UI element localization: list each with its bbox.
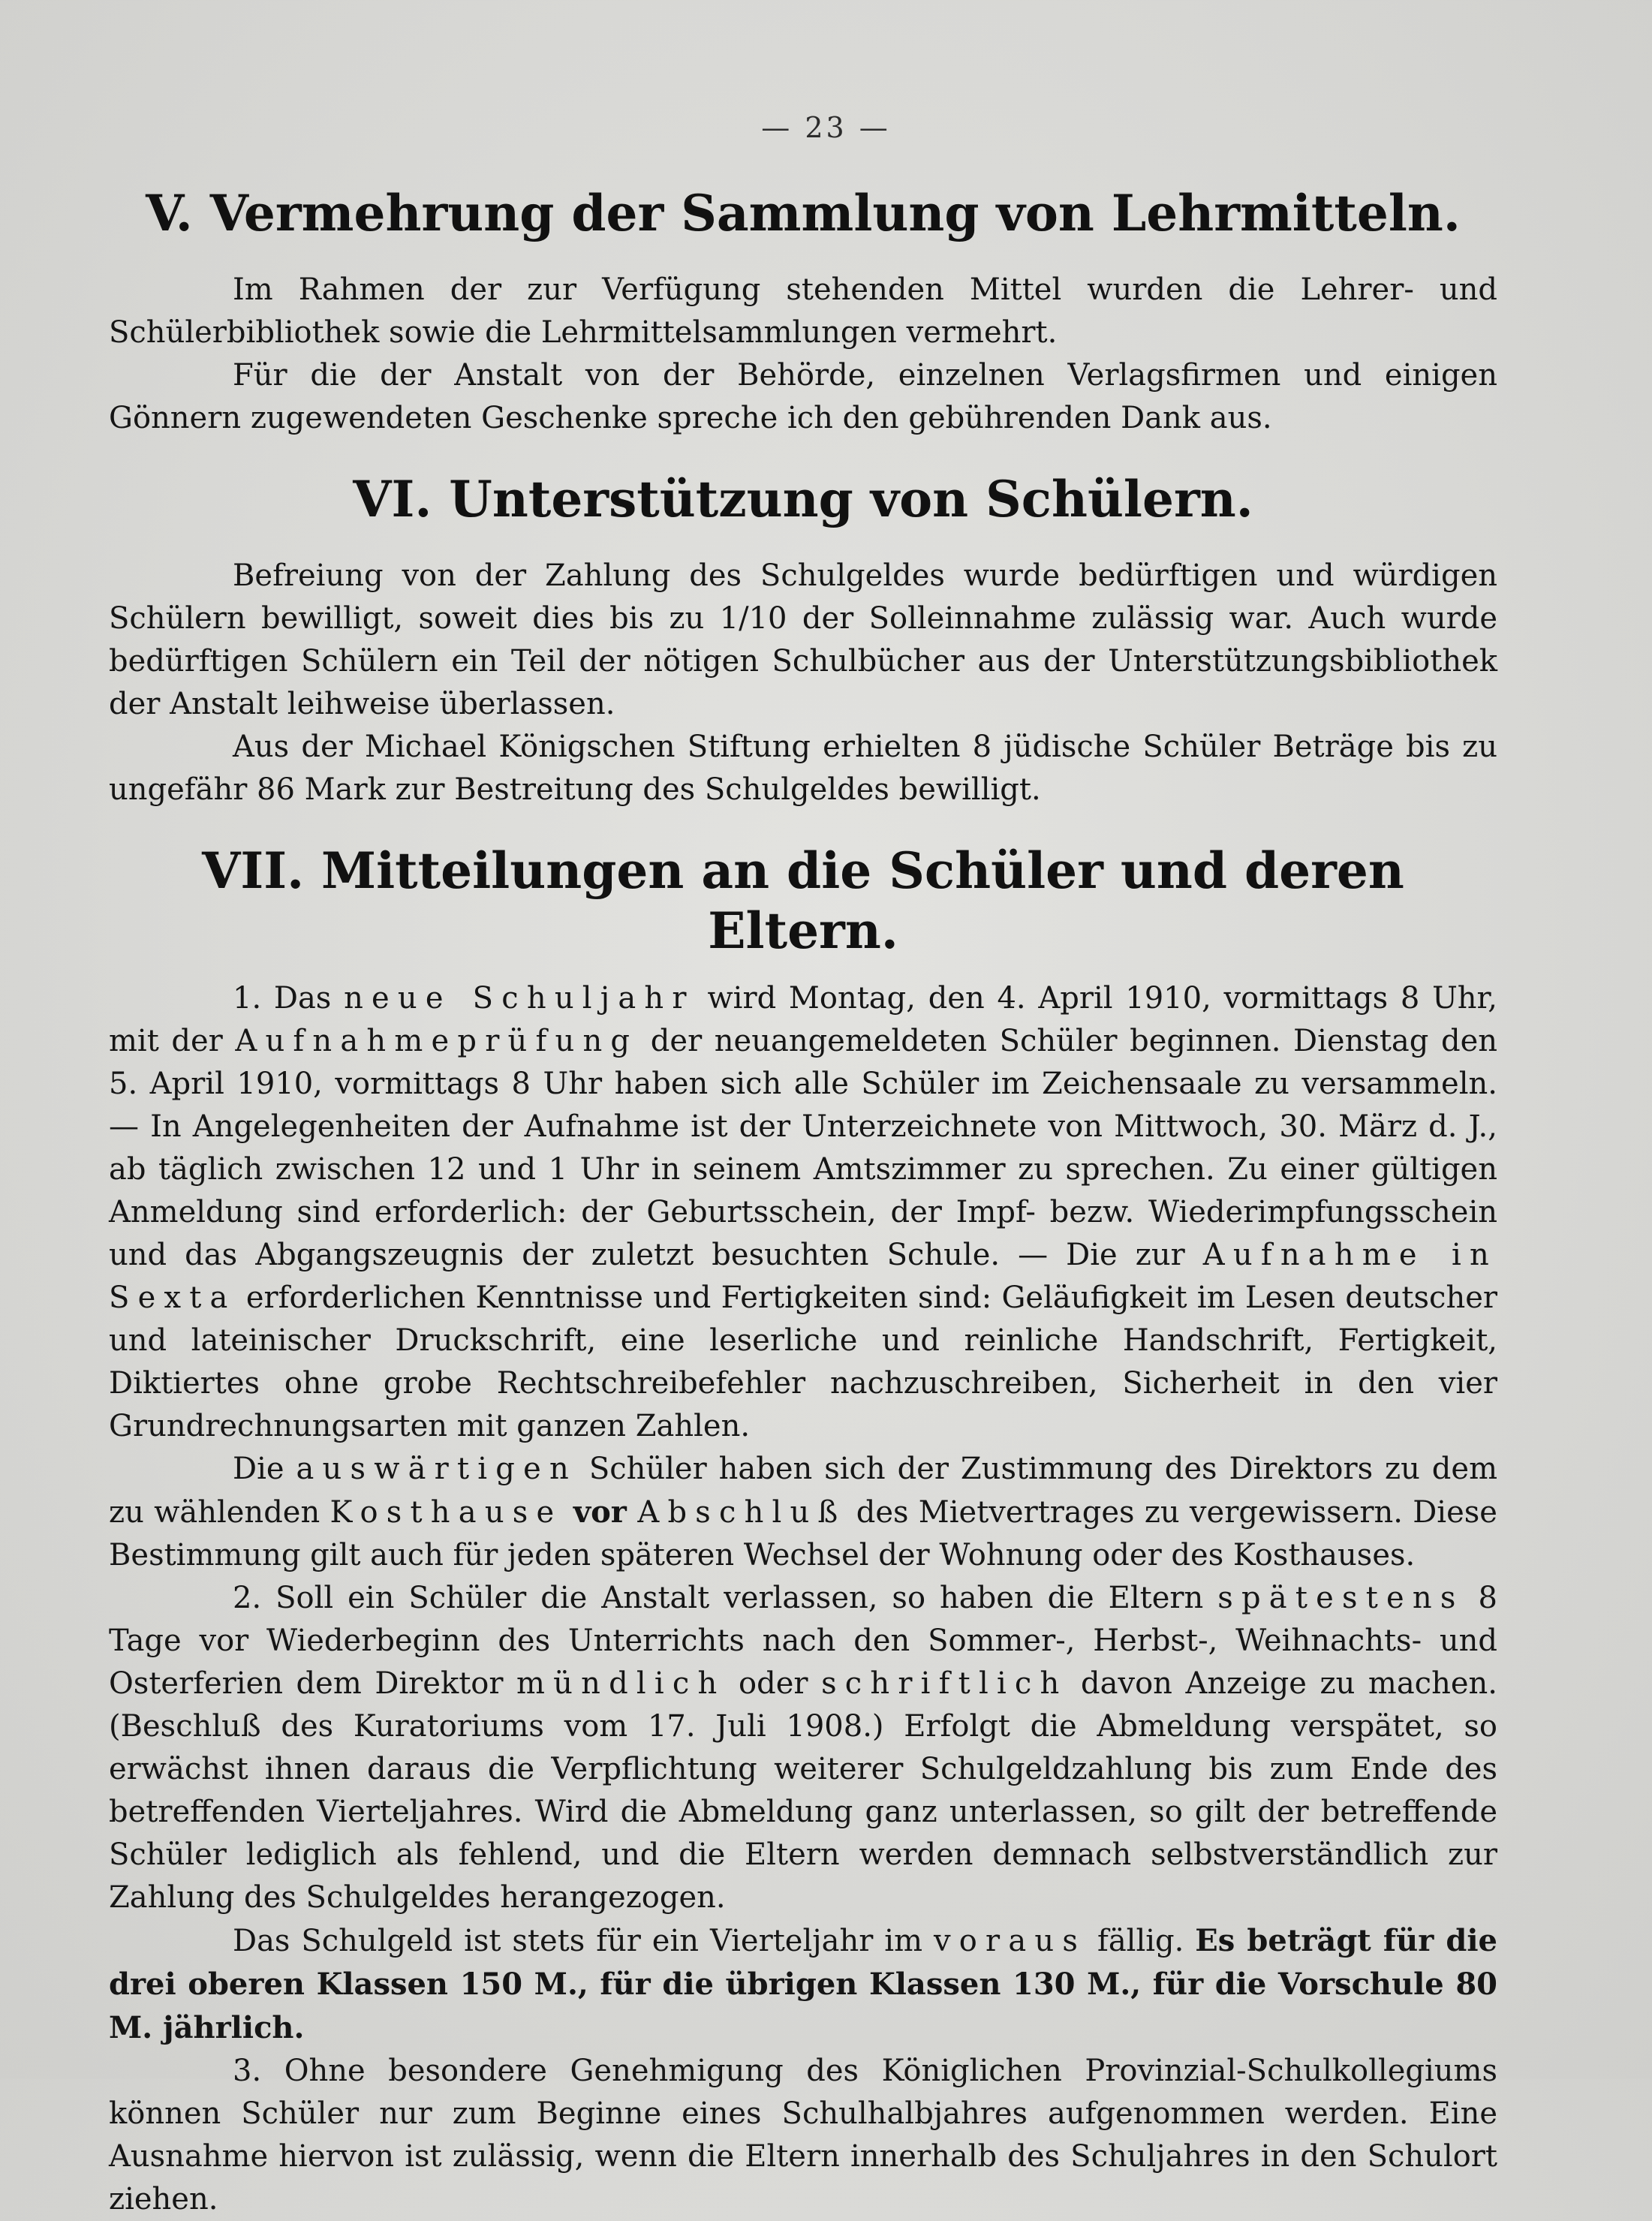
text-run: fällig. — [1086, 1923, 1196, 1958]
section-vii-paragraph-2 — [109, 1448, 1497, 1577]
bold-text: Es beträgt für die drei oberen Klassen 150 M., für die übrigen Klassen 130 M., für die Vorschule 80 M. jährlich. — [109, 1922, 1498, 2045]
text-run: Die — [233, 1451, 296, 1486]
section-vii-paragraph-3 — [109, 1577, 1497, 1919]
bold-text: vor — [562, 1494, 638, 1530]
section-vii-paragraph-5: 3. Ohne besondere Genehmigung des Königlichen Provinzial-Schulkollegiums können Schüler nur zum Beginne eines Schulhalbjahres aufgenommen werden. Eine Ausnahme hiervon ist zulässig, wenn die Eltern innerhalb des Schuljahres in den Schulort ziehen. — [109, 2053, 1497, 2216]
text-run: des Mietvertrages zu vergewissern. Diese Bestimmung gilt auch für jeden späteren Wechsel der Wohnung oder des Kosthauses. — [109, 1494, 1497, 1572]
section-v-paragraph-1: Im Rahmen der zur Verfügung stehenden Mittel wurden die Lehrer- und Schülerbibliothek sowie die Lehrmittelsammlungen vermehrt. — [109, 272, 1497, 351]
section-v-paragraph-2: Für die der Anstalt von der Behörde, einzelnen Verlagsfirmen und einigen Gönnern zugewendeten Geschenke spreche ich den gebührenden Dank aus. — [109, 358, 1497, 436]
page-number: — 23 — — [761, 111, 891, 144]
emphasis-text: neue Schuljahr — [344, 980, 695, 1016]
text-run: 2. Soll ein Schüler die Anstalt verlassen, so haben die Eltern — [233, 1580, 1218, 1615]
section-vii-paragraph-1 — [109, 977, 1497, 1448]
section-vii-heading: VII. Mitteilungen an die Schüler und deren Eltern. — [202, 841, 1404, 960]
emphasis-text: Aufnahmeprüfung — [235, 1023, 639, 1058]
text-run: davon Anzeige zu machen. (Beschluß des Kuratoriums vom 17. Juli 1908.) Erfolgt die Abmeldung verspätet, so erwächst ihnen daraus die Verpflichtung weiterer Schulgeldzahlung bis zum Ende des betreffenden Vierteljahres. Wird die Abmeldung ganz unterlassen, so gilt der betreffende Schüler lediglich als fehlend, und die Eltern werden demnach selbstverständlich zur Zahlung des Schulgeldes herangezogen. — [109, 1666, 1497, 1915]
section-vi-paragraph-1: Befreiung von der Zahlung des Schulgeldes wurde bedürftigen und würdigen Schülern bewilligt, soweit dies bis zu 1/10 der Solleinnahme zulässig war. Auch wurde bedürftigen Schülern ein Teil der nötigen Schulbücher aus der Unterstützungsbibliothek der Anstalt leihweise überlassen. — [109, 558, 1497, 722]
emphasis-text: voraus — [933, 1923, 1087, 1958]
emphasis-text: auswärtigen — [296, 1451, 577, 1486]
page-content — [109, 184, 1497, 2221]
emphasis-text: Abschluß — [637, 1494, 847, 1530]
section-v-heading: V. Vermehrung der Sammlung von Lehrmitteln. — [146, 184, 1461, 242]
text-run: wird Montag, den 4. April 1910, vormittags 8 Uhr, mit der — [109, 980, 1497, 1058]
emphasis-text: schriftlich — [821, 1666, 1068, 1701]
text-run: oder — [725, 1666, 822, 1701]
text-run: der neuangemeldeten Schüler beginnen. Dienstag den 5. April 1910, vormittags 8 Uhr haben sich alle Schüler im Zeichensaale zu versammeln. — In Angelegenheiten der Aufnahme ist der Unterzeichnete von Mittwoch, 30. März d. J., ab täglich zwischen 12 und 1 Uhr in seinem Amtszimmer zu sprechen. Zu einer gültigen Anmeldung sind erforderlich: der Geburtsschein, der Impf- bezw. Wiederimpfungsschein und das Abgangszeugnis der zuletzt besuchten Schule. — Die zur — [109, 1023, 1497, 1272]
emphasis-text: Aufnahme in Sexta — [109, 1237, 1497, 1315]
section-vii-paragraph-4 — [109, 1919, 1497, 2050]
emphasis-text: mündlich — [516, 1666, 726, 1701]
section-vi-paragraph-2: Aus der Michael Königschen Stiftung erhielten 8 jüdische Schüler Beträge bis zu ungefähr 86 Mark zur Bestreitung des Schulgeldes bewilligt. — [109, 730, 1497, 808]
emphasis-text: Kosthause — [329, 1494, 563, 1530]
text-run: 1. Das — [233, 980, 345, 1016]
text-run: Das Schulgeld ist stets für ein Vierteljahr im — [233, 1923, 934, 1958]
emphasis-text: spätestens — [1217, 1580, 1464, 1615]
text-run: erforderlichen Kenntnisse und Fertigkeiten sind: Geläufigkeit im Lesen deutscher und lateinischer Druckschrift, eine leserliche und reinliche Handschrift, Fertigkeit, Diktiertes ohne grobe Rechtschreibefehler nachzuschreiben, Sicherheit in den vier Grundrechnungsarten mit ganzen Zahlen. — [109, 1280, 1497, 1443]
text-run: Schüler haben sich der Zustimmung des Direktors zu dem zu wählenden — [109, 1451, 1497, 1530]
section-vi-heading: VI. Unterstützung von Schülern. — [353, 470, 1253, 529]
text-run: 8 Tage vor Wiederbeginn des Unterrichts nach den Sommer-, Herbst-, Weihnachts- und Osterferien dem Direktor — [109, 1580, 1497, 1701]
